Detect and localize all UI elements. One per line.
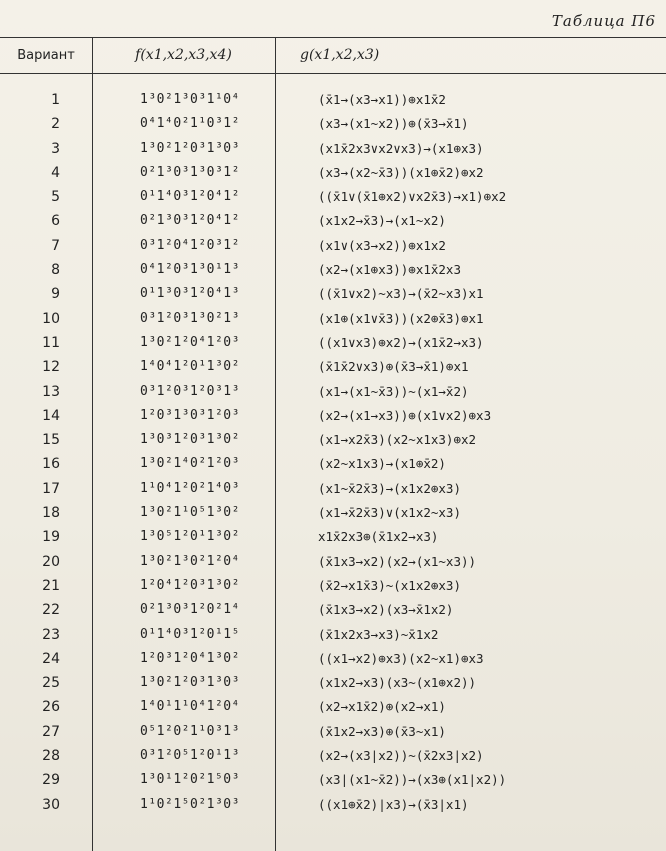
- table-caption: Таблица П6: [551, 12, 656, 30]
- table-header-rule: [0, 73, 666, 74]
- f-vector: 0¹1⁴0³1²0⁴1²: [140, 189, 240, 205]
- variant-number: 16: [42, 456, 60, 473]
- table-row: [0, 671, 666, 695]
- variant-number: 11: [42, 334, 60, 351]
- variant-number: 30: [42, 796, 60, 813]
- variant-number: 14: [42, 407, 60, 424]
- f-vector: 1³0⁵1²0¹1³0²: [140, 529, 240, 545]
- f-vector: 1³0²1³0³1¹0⁴: [140, 92, 240, 107]
- variant-number: 2: [51, 116, 60, 133]
- g-formula: (x̄1x3→x2)(x2→(x1~x3)): [318, 553, 477, 569]
- f-vector: 0³1²0³1³0²1³: [140, 310, 240, 326]
- f-vector: 1¹0²1⁵0²1³0³: [140, 796, 240, 812]
- variant-number: 18: [42, 505, 60, 522]
- table-row: [0, 744, 666, 768]
- variant-number: 7: [51, 237, 60, 254]
- f-vector: 1³0²1⁴0²1²0³: [140, 456, 240, 472]
- g-formula: (x1⊕(x1∨x̄3))(x2⊕x̄3)⊕x1: [318, 310, 484, 326]
- header-variant: Вариант: [17, 48, 75, 63]
- f-vector: 0¹1³0³1²0⁴1³: [140, 286, 240, 302]
- f-vector: 0¹1⁴0³1²0¹1⁵: [140, 626, 240, 642]
- f-vector: 1³0³1²0³1³0²: [140, 432, 240, 448]
- f-vector: 0³1²0³1²0³1³: [140, 383, 240, 399]
- g-formula: (x2→(x3|x2))~(x̄2x3|x2): [318, 748, 484, 764]
- g-formula: (x̄1x3→x2)(x3→x̄1x2): [318, 602, 454, 618]
- g-formula: (x1→x2x̄3)(x2~x1x3)⊕x2: [318, 432, 477, 448]
- table-row: [0, 88, 666, 112]
- f-vector: 0³1²0⁵1²0¹1³: [140, 748, 240, 764]
- f-vector: 1³0¹1²0²1⁵0³: [140, 772, 240, 788]
- variant-number: 5: [51, 189, 60, 206]
- f-vector: 1³0²1²0³1³0³: [140, 675, 240, 691]
- variant-number: 22: [42, 602, 60, 619]
- variant-number: 13: [42, 383, 60, 400]
- f-vector: 1¹0⁴1²0²1⁴0³: [140, 480, 240, 496]
- table-row: [0, 720, 666, 744]
- table-row: [0, 161, 666, 185]
- variant-number: 24: [42, 650, 60, 667]
- variant-number: 26: [42, 699, 60, 716]
- variant-number: 4: [51, 164, 60, 181]
- g-formula: ((x̄1∨(x̄1⊕x2)∨x2x̄3)→x1)⊕x2: [318, 189, 507, 205]
- variant-number: 21: [42, 577, 60, 594]
- g-formula: (x̄1→(x3→x1))⊕x1x̄2: [318, 92, 446, 107]
- table-row: [0, 477, 666, 501]
- g-formula: (x1x2→x3)(x3~(x1⊕x2)): [318, 675, 477, 691]
- table-row: [0, 282, 666, 306]
- variant-number: 17: [42, 480, 60, 497]
- g-formula: ((x̄1∨x2)~x3)→(x̄2~x3)x1: [318, 286, 484, 302]
- g-formula: (x1~x̄2x̄3)→(x1x2⊕x3): [318, 480, 461, 496]
- f-vector: 1³0²1²0³1³0³: [140, 140, 240, 156]
- variant-number: 20: [42, 553, 60, 570]
- f-vector: 1²0³1²0⁴1³0²: [140, 650, 240, 666]
- table-row: [0, 234, 666, 258]
- table-row: [0, 501, 666, 525]
- g-formula: (x̄1x2x3→x3)~x̄1x2: [318, 626, 439, 642]
- g-formula: ((x1∨x3)⊕x2)→(x1x̄2→x3): [318, 334, 484, 350]
- g-formula: (x1∨(x3→x2))⊕x1x2: [318, 237, 446, 253]
- table-row: [0, 112, 666, 136]
- variant-number: 6: [51, 213, 60, 230]
- f-vector: 1³0²1³0²1²0⁴: [140, 553, 240, 569]
- g-formula: (x1x̄2x3∨x2∨x3)→(x1⊕x3): [318, 140, 484, 156]
- g-formula: (x2→x1x̄2)⊕(x2→x1): [318, 699, 446, 715]
- table-row: [0, 258, 666, 282]
- f-vector: 1⁴0⁴1²0¹1³0²: [140, 359, 240, 375]
- table-row: [0, 185, 666, 209]
- g-formula: (x1x2→x̄3)→(x1~x2): [318, 213, 446, 229]
- table-row: [0, 355, 666, 379]
- f-vector: 0²1³0³1²0²1⁴: [140, 602, 240, 618]
- table-row: [0, 525, 666, 549]
- variant-number: 19: [42, 529, 60, 546]
- f-vector: 1³0²1¹0⁵1³0²: [140, 505, 240, 521]
- f-vector: 0⁴1²0³1³0¹1³: [140, 262, 240, 278]
- variant-number: 29: [42, 772, 60, 789]
- variant-number: 8: [51, 262, 60, 279]
- g-formula: x1x̄2x3⊕(x̄1x2→x3): [318, 529, 439, 545]
- table-row: [0, 307, 666, 331]
- variant-number: 25: [42, 675, 60, 692]
- f-vector: 0⁴1⁴0²1¹0³1²: [140, 116, 240, 132]
- header-g-function: g(x1,x2,x3): [300, 47, 380, 63]
- table-row: [0, 793, 666, 817]
- table-row: [0, 768, 666, 792]
- header-f-function: f(x1,x2,x3,x4): [135, 47, 232, 63]
- f-vector: 0³1²0⁴1²0³1²: [140, 237, 240, 253]
- g-formula: (x1→(x1~x̄3))~(x1→x̄2): [318, 383, 469, 399]
- table-body: [0, 88, 666, 817]
- g-formula: (x̄2→x1x̄3)~(x1x2⊕x3): [318, 577, 461, 593]
- f-vector: 1²0⁴1²0³1³0²: [140, 577, 240, 593]
- table-row: [0, 404, 666, 428]
- g-formula: ((x1⊕x̄2)|x3)→(x̄3|x1): [318, 796, 469, 812]
- table-row: [0, 550, 666, 574]
- g-formula: (x3→(x2~x̄3))(x1⊕x̄2)⊕x2: [318, 164, 484, 180]
- f-vector: 1²0³1³0³1²0³: [140, 407, 240, 423]
- table-row: [0, 137, 666, 161]
- variant-number: 23: [42, 626, 60, 643]
- g-formula: (x1→x̄2x̄3)∨(x1x2~x3): [318, 505, 461, 521]
- table-row: [0, 428, 666, 452]
- g-formula: (x3|(x1~x̄2))→(x3⊕(x1|x2)): [318, 772, 507, 788]
- f-vector: 1⁴0¹1¹0⁴1²0⁴: [140, 699, 240, 715]
- f-vector: 1³0²1²0⁴1²0³: [140, 334, 240, 350]
- table-row: [0, 574, 666, 598]
- table-row: [0, 623, 666, 647]
- variant-number: 1: [51, 92, 60, 108]
- g-formula: (x̄1x2→x3)⊕(x̄3~x1): [318, 723, 446, 739]
- table-row: [0, 331, 666, 355]
- g-formula: (x̄1x̄2∨x3)⊕(x̄3→x̄1)⊕x1: [318, 359, 469, 375]
- g-formula: (x2~x1x3)→(x1⊕x̄2): [318, 456, 446, 472]
- variant-number: 9: [51, 286, 60, 303]
- table-row: [0, 598, 666, 622]
- table-row: [0, 647, 666, 671]
- variant-number: 12: [42, 359, 60, 376]
- f-vector: 0²1³0³1³0³1²: [140, 164, 240, 180]
- g-formula: (x2→(x1⊕x3))⊕x1x̄2x3: [318, 262, 461, 278]
- f-vector: 0⁵1²0²1¹0³1³: [140, 723, 240, 739]
- g-formula: (x2→(x1→x3))⊕(x1∨x2)⊕x3: [318, 407, 492, 423]
- variant-number: 28: [42, 748, 60, 765]
- variant-number: 27: [42, 723, 60, 740]
- variant-number: 10: [42, 310, 60, 327]
- table-row: [0, 380, 666, 404]
- variant-number: 3: [51, 140, 60, 157]
- variant-number: 15: [42, 432, 60, 449]
- table-row: [0, 695, 666, 719]
- g-formula: ((x1→x2)⊕x3)(x2~x1)⊕x3: [318, 650, 484, 666]
- f-vector: 0²1³0³1²0⁴1²: [140, 213, 240, 229]
- g-formula: (x3→(x1~x2))⊕(x̄3→x̄1): [318, 116, 469, 132]
- table-row: [0, 209, 666, 233]
- table-row: [0, 452, 666, 476]
